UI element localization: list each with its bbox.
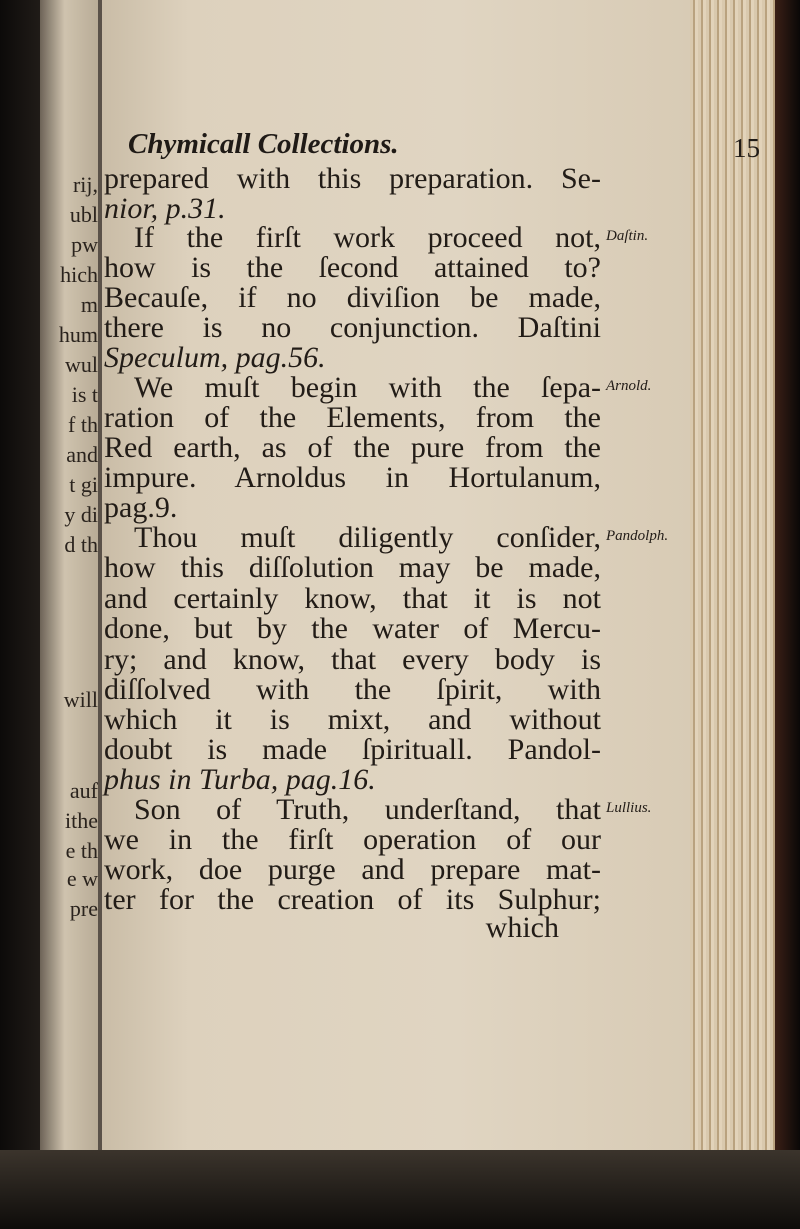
prev-fragment: ubl (69, 202, 98, 227)
text-line: we in the firſt operation of our (104, 823, 601, 856)
text-line: Becauſe, if no diviſion be made, (104, 281, 601, 314)
book-bottom-shadow (0, 1150, 800, 1229)
page-number: 15 (733, 133, 760, 163)
text-line: If the firſt work proceed not, (134, 221, 601, 254)
text-line: Red earth, as of the pure from the (104, 431, 601, 464)
text-line: how is the ſecond attained to? (104, 251, 601, 284)
text-line: done, but by the water of Mercu- (104, 612, 601, 645)
prev-fragment: d th (64, 532, 98, 557)
text-line: doubt is made ſpirituall. Pandol- (104, 733, 601, 766)
text-line: work, doe purge and prepare mat- (104, 853, 601, 886)
text-line: there is no conjunction. Daſtini (104, 311, 601, 344)
text-line: ter for the creation of its Sulphur; (104, 883, 601, 916)
book-cover-right (775, 0, 800, 1229)
prev-fragment: and (66, 442, 98, 467)
prev-fragment: will (63, 687, 98, 712)
page-edges (690, 0, 775, 1160)
prev-fragment: wul (65, 352, 98, 377)
text-line: pag.9. (104, 491, 178, 524)
text-line: Speculum, pag.56. (104, 341, 326, 374)
text-line: and certainly know, that it is not (104, 582, 601, 615)
text-line: Thou muſt diligently conſider, (134, 521, 601, 554)
margin-note: Arnold. (606, 378, 652, 394)
prev-fragment: ithe (65, 808, 98, 833)
prev-fragment: y di (64, 502, 98, 527)
prev-fragment: m (80, 292, 98, 317)
running-title: Chymicall Collections. (128, 128, 399, 160)
prev-fragment: f th (68, 412, 98, 437)
text-line: Son of Truth, underſtand, that (134, 793, 601, 826)
text-line: prepared with this preparation. Se- (104, 162, 601, 195)
text-line: nior, p.31. (104, 192, 226, 225)
text-line: ration of the Elements, from the (104, 401, 601, 434)
prev-fragment: pre (69, 896, 98, 921)
text-line: ry; and know, that every body is (104, 643, 601, 676)
text-line: impure. Arnoldus in Hortulanum, (104, 461, 601, 494)
margin-note: Pandolph. (606, 528, 669, 544)
text-line: diſſolved with the ſpirit, with (104, 673, 601, 706)
text-line: how this diſſolution may be made, (104, 551, 601, 584)
prev-fragment: is t (71, 382, 98, 407)
catchword: which (485, 911, 559, 944)
prev-fragment: pw (71, 232, 98, 257)
prev-fragment: rij, (72, 172, 98, 197)
margin-note: Daſtin. (606, 228, 649, 244)
prev-fragment: e w (66, 866, 98, 891)
prev-fragment: hich (60, 262, 98, 287)
margin-note: Lullius. (606, 800, 652, 816)
gutter-line (98, 0, 102, 1160)
prev-fragment: e th (65, 838, 98, 863)
text-line: We muſt begin with the ſepa- (134, 371, 601, 404)
text-line: which it is mixt, and without (104, 703, 601, 736)
text-line: phus in Turba, pag.16. (104, 763, 376, 796)
prev-fragment: hum (58, 322, 98, 347)
prev-fragment: t gi (69, 472, 98, 497)
prev-fragment: auf (69, 778, 98, 803)
